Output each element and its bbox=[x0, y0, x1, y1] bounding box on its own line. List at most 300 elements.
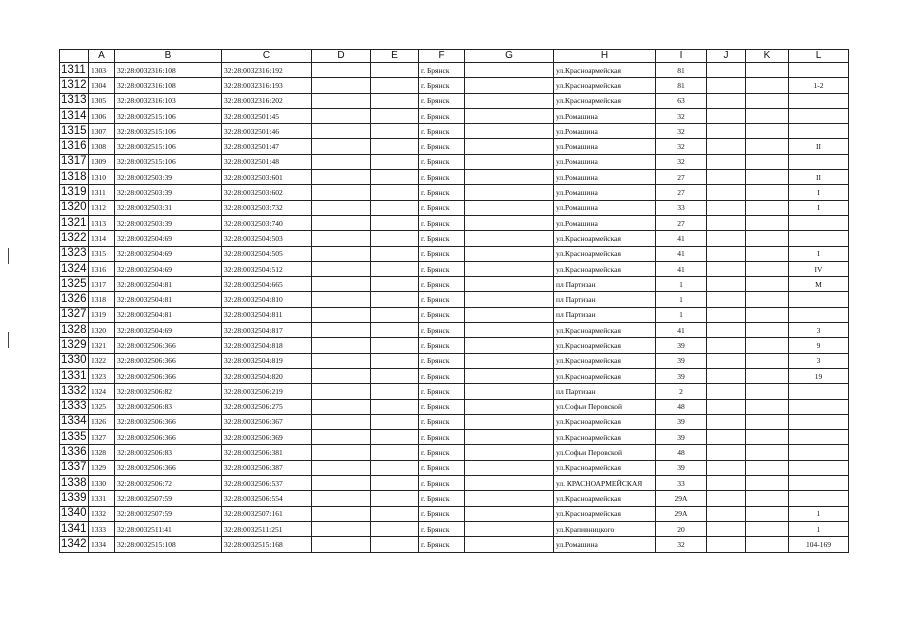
cell-l[interactable] bbox=[789, 384, 849, 399]
cell-a[interactable]: 1304 bbox=[89, 78, 115, 93]
cell-g[interactable] bbox=[465, 353, 554, 368]
cell-b[interactable]: 32:28:0032316:108 bbox=[115, 63, 222, 78]
cell-f[interactable]: г. Брянск bbox=[419, 170, 465, 185]
cell-h[interactable]: ул.Красноармейская bbox=[554, 261, 656, 276]
cell-d[interactable] bbox=[312, 246, 371, 261]
cell-b[interactable]: 32:28:0032503:39 bbox=[115, 185, 222, 200]
cell-a[interactable]: 1319 bbox=[89, 307, 115, 322]
cell-b[interactable]: 32:28:0032506:83 bbox=[115, 399, 222, 414]
column-header-h[interactable]: H bbox=[554, 50, 656, 63]
cell-b[interactable]: 32:28:0032515:106 bbox=[115, 108, 222, 123]
cell-j[interactable] bbox=[707, 307, 746, 322]
cell-d[interactable] bbox=[312, 261, 371, 276]
cell-i[interactable]: 27 bbox=[656, 170, 707, 185]
cell-i[interactable]: 63 bbox=[656, 93, 707, 108]
cell-i[interactable]: 41 bbox=[656, 261, 707, 276]
cell-j[interactable] bbox=[707, 323, 746, 338]
cell-h[interactable]: ул.Красноармейская bbox=[554, 63, 656, 78]
cell-e[interactable] bbox=[371, 261, 419, 276]
row-number[interactable]: 1311 bbox=[60, 63, 89, 78]
cell-g[interactable] bbox=[465, 261, 554, 276]
row-number[interactable]: 1340 bbox=[60, 506, 89, 521]
cell-e[interactable] bbox=[371, 215, 419, 230]
cell-f[interactable]: г. Брянск bbox=[419, 506, 465, 521]
row-number[interactable]: 1323 bbox=[60, 246, 89, 261]
cell-c[interactable]: 32:28:0032506:367 bbox=[222, 414, 312, 429]
cell-a[interactable]: 1312 bbox=[89, 200, 115, 215]
cell-k[interactable] bbox=[746, 277, 789, 292]
cell-j[interactable] bbox=[707, 368, 746, 383]
cell-d[interactable] bbox=[312, 353, 371, 368]
cell-g[interactable] bbox=[465, 200, 554, 215]
cell-f[interactable]: г. Брянск bbox=[419, 414, 465, 429]
row-number[interactable]: 1336 bbox=[60, 445, 89, 460]
cell-l[interactable] bbox=[789, 307, 849, 322]
cell-k[interactable] bbox=[746, 124, 789, 139]
cell-h[interactable]: пл Партизан bbox=[554, 277, 656, 292]
cell-g[interactable] bbox=[465, 170, 554, 185]
cell-d[interactable] bbox=[312, 170, 371, 185]
cell-f[interactable]: г. Брянск bbox=[419, 154, 465, 169]
cell-f[interactable]: г. Брянск bbox=[419, 537, 465, 552]
cell-h[interactable]: ул.Ромашина bbox=[554, 154, 656, 169]
cell-k[interactable] bbox=[746, 399, 789, 414]
cell-f[interactable]: г. Брянск bbox=[419, 384, 465, 399]
cell-a[interactable]: 1313 bbox=[89, 215, 115, 230]
column-header-corner[interactable] bbox=[60, 50, 89, 63]
cell-g[interactable] bbox=[465, 307, 554, 322]
cell-j[interactable] bbox=[707, 460, 746, 475]
cell-b[interactable]: 32:28:0032515:106 bbox=[115, 124, 222, 139]
cell-a[interactable]: 1315 bbox=[89, 246, 115, 261]
row-number[interactable]: 1316 bbox=[60, 139, 89, 154]
cell-d[interactable] bbox=[312, 384, 371, 399]
cell-k[interactable] bbox=[746, 506, 789, 521]
cell-g[interactable] bbox=[465, 521, 554, 536]
column-header-c[interactable]: C bbox=[222, 50, 312, 63]
cell-j[interactable] bbox=[707, 78, 746, 93]
cell-f[interactable]: г. Брянск bbox=[419, 200, 465, 215]
cell-i[interactable]: 32 bbox=[656, 124, 707, 139]
cell-e[interactable] bbox=[371, 521, 419, 536]
cell-b[interactable]: 32:28:0032504:81 bbox=[115, 277, 222, 292]
cell-c[interactable]: 32:28:0032503:602 bbox=[222, 185, 312, 200]
cell-c[interactable]: 32:28:0032316:202 bbox=[222, 93, 312, 108]
cell-f[interactable]: г. Брянск bbox=[419, 491, 465, 506]
cell-h[interactable]: ул.Красноармейская bbox=[554, 231, 656, 246]
cell-j[interactable] bbox=[707, 445, 746, 460]
cell-b[interactable]: 32:28:0032504:69 bbox=[115, 231, 222, 246]
cell-e[interactable] bbox=[371, 323, 419, 338]
cell-j[interactable] bbox=[707, 491, 746, 506]
cell-a[interactable]: 1332 bbox=[89, 506, 115, 521]
cell-j[interactable] bbox=[707, 200, 746, 215]
cell-f[interactable]: г. Брянск bbox=[419, 445, 465, 460]
cell-i[interactable]: 20 bbox=[656, 521, 707, 536]
cell-c[interactable]: 32:28:0032501:45 bbox=[222, 108, 312, 123]
column-header-a[interactable]: A bbox=[89, 50, 115, 63]
cell-i[interactable]: 41 bbox=[656, 231, 707, 246]
column-header-e[interactable]: E bbox=[371, 50, 419, 63]
cell-c[interactable]: 32:28:0032503:601 bbox=[222, 170, 312, 185]
cell-k[interactable] bbox=[746, 476, 789, 491]
cell-e[interactable] bbox=[371, 430, 419, 445]
cell-e[interactable] bbox=[371, 537, 419, 552]
cell-a[interactable]: 1305 bbox=[89, 93, 115, 108]
cell-a[interactable]: 1308 bbox=[89, 139, 115, 154]
cell-k[interactable] bbox=[746, 414, 789, 429]
cell-l[interactable] bbox=[789, 292, 849, 307]
cell-f[interactable]: г. Брянск bbox=[419, 338, 465, 353]
cell-f[interactable]: г. Брянск bbox=[419, 277, 465, 292]
cell-i[interactable]: 39 bbox=[656, 414, 707, 429]
cell-e[interactable] bbox=[371, 445, 419, 460]
column-header-f[interactable]: F bbox=[419, 50, 465, 63]
cell-e[interactable] bbox=[371, 78, 419, 93]
cell-h[interactable]: пл Партизан bbox=[554, 307, 656, 322]
cell-j[interactable] bbox=[707, 215, 746, 230]
cell-l[interactable] bbox=[789, 414, 849, 429]
cell-j[interactable] bbox=[707, 430, 746, 445]
cell-l[interactable]: I bbox=[789, 246, 849, 261]
cell-a[interactable]: 1317 bbox=[89, 277, 115, 292]
cell-d[interactable] bbox=[312, 63, 371, 78]
cell-d[interactable] bbox=[312, 93, 371, 108]
cell-g[interactable] bbox=[465, 139, 554, 154]
cell-h[interactable]: ул.Ромашина bbox=[554, 215, 656, 230]
cell-h[interactable]: ул.Красноармейская bbox=[554, 323, 656, 338]
cell-j[interactable] bbox=[707, 231, 746, 246]
cell-k[interactable] bbox=[746, 200, 789, 215]
cell-e[interactable] bbox=[371, 506, 419, 521]
cell-k[interactable] bbox=[746, 323, 789, 338]
cell-c[interactable]: 32:28:0032507:161 bbox=[222, 506, 312, 521]
cell-a[interactable]: 1329 bbox=[89, 460, 115, 475]
cell-b[interactable]: 32:28:0032506:366 bbox=[115, 353, 222, 368]
cell-b[interactable]: 32:28:0032506:83 bbox=[115, 445, 222, 460]
cell-l[interactable] bbox=[789, 491, 849, 506]
cell-f[interactable]: г. Брянск bbox=[419, 93, 465, 108]
cell-k[interactable] bbox=[746, 261, 789, 276]
cell-l[interactable]: M bbox=[789, 277, 849, 292]
cell-h[interactable]: ул.Красноармейская bbox=[554, 353, 656, 368]
cell-g[interactable] bbox=[465, 445, 554, 460]
cell-l[interactable]: 1 bbox=[789, 521, 849, 536]
cell-h[interactable]: ул.Красноармейская bbox=[554, 368, 656, 383]
cell-f[interactable]: г. Брянск bbox=[419, 246, 465, 261]
row-number[interactable]: 1320 bbox=[60, 200, 89, 215]
cell-e[interactable] bbox=[371, 414, 419, 429]
cell-b[interactable]: 32:28:0032504:81 bbox=[115, 307, 222, 322]
cell-f[interactable]: г. Брянск bbox=[419, 307, 465, 322]
cell-d[interactable] bbox=[312, 338, 371, 353]
cell-d[interactable] bbox=[312, 460, 371, 475]
cell-i[interactable]: 32 bbox=[656, 108, 707, 123]
cell-g[interactable] bbox=[465, 460, 554, 475]
cell-e[interactable] bbox=[371, 277, 419, 292]
cell-c[interactable]: 32:28:0032504:811 bbox=[222, 307, 312, 322]
cell-f[interactable]: г. Брянск bbox=[419, 292, 465, 307]
cell-j[interactable] bbox=[707, 521, 746, 536]
cell-c[interactable]: 32:28:0032501:46 bbox=[222, 124, 312, 139]
row-number[interactable]: 1322 bbox=[60, 231, 89, 246]
cell-g[interactable] bbox=[465, 430, 554, 445]
cell-l[interactable] bbox=[789, 215, 849, 230]
cell-l[interactable]: 3 bbox=[789, 323, 849, 338]
cell-i[interactable]: 32 bbox=[656, 154, 707, 169]
cell-k[interactable] bbox=[746, 460, 789, 475]
row-number[interactable]: 1324 bbox=[60, 261, 89, 276]
cell-k[interactable] bbox=[746, 430, 789, 445]
cell-j[interactable] bbox=[707, 353, 746, 368]
cell-d[interactable] bbox=[312, 154, 371, 169]
cell-b[interactable]: 32:28:0032316:103 bbox=[115, 93, 222, 108]
cell-c[interactable]: 32:28:0032504:665 bbox=[222, 277, 312, 292]
cell-i[interactable]: 33 bbox=[656, 476, 707, 491]
cell-k[interactable] bbox=[746, 353, 789, 368]
cell-f[interactable]: г. Брянск bbox=[419, 430, 465, 445]
cell-f[interactable]: г. Брянск bbox=[419, 108, 465, 123]
cell-e[interactable] bbox=[371, 154, 419, 169]
cell-i[interactable]: 27 bbox=[656, 215, 707, 230]
cell-i[interactable]: 32 bbox=[656, 139, 707, 154]
cell-j[interactable] bbox=[707, 246, 746, 261]
cell-a[interactable]: 1330 bbox=[89, 476, 115, 491]
cell-h[interactable]: ул.Крапивницкого bbox=[554, 521, 656, 536]
cell-c[interactable]: 32:28:0032316:193 bbox=[222, 78, 312, 93]
cell-i[interactable]: 48 bbox=[656, 445, 707, 460]
cell-d[interactable] bbox=[312, 430, 371, 445]
cell-c[interactable]: 32:28:0032506:219 bbox=[222, 384, 312, 399]
column-header-i[interactable]: I bbox=[656, 50, 707, 63]
row-number[interactable]: 1330 bbox=[60, 353, 89, 368]
row-number[interactable]: 1318 bbox=[60, 170, 89, 185]
cell-h[interactable]: ул.Ромашина bbox=[554, 108, 656, 123]
cell-c[interactable]: 32:28:0032504:810 bbox=[222, 292, 312, 307]
cell-k[interactable] bbox=[746, 78, 789, 93]
cell-j[interactable] bbox=[707, 399, 746, 414]
cell-a[interactable]: 1323 bbox=[89, 368, 115, 383]
cell-e[interactable] bbox=[371, 93, 419, 108]
cell-a[interactable]: 1322 bbox=[89, 353, 115, 368]
cell-i[interactable]: 81 bbox=[656, 78, 707, 93]
cell-i[interactable]: 39 bbox=[656, 460, 707, 475]
cell-d[interactable] bbox=[312, 506, 371, 521]
cell-i[interactable]: 39 bbox=[656, 368, 707, 383]
cell-f[interactable]: г. Брянск bbox=[419, 476, 465, 491]
cell-k[interactable] bbox=[746, 491, 789, 506]
cell-b[interactable]: 32:28:0032503:31 bbox=[115, 200, 222, 215]
cell-i[interactable]: 29А bbox=[656, 506, 707, 521]
cell-c[interactable]: 32:28:0032504:505 bbox=[222, 246, 312, 261]
cell-c[interactable]: 32:28:0032506:381 bbox=[222, 445, 312, 460]
cell-g[interactable] bbox=[465, 506, 554, 521]
cell-a[interactable]: 1327 bbox=[89, 430, 115, 445]
cell-l[interactable]: I bbox=[789, 200, 849, 215]
row-number[interactable]: 1341 bbox=[60, 521, 89, 536]
cell-g[interactable] bbox=[465, 246, 554, 261]
cell-k[interactable] bbox=[746, 93, 789, 108]
cell-h[interactable]: ул. КРАСНОАРМЕЙСКАЯ bbox=[554, 476, 656, 491]
cell-d[interactable] bbox=[312, 399, 371, 414]
cell-l[interactable] bbox=[789, 231, 849, 246]
cell-c[interactable]: 32:28:0032504:817 bbox=[222, 323, 312, 338]
cell-d[interactable] bbox=[312, 307, 371, 322]
cell-d[interactable] bbox=[312, 215, 371, 230]
row-number[interactable]: 1338 bbox=[60, 476, 89, 491]
cell-j[interactable] bbox=[707, 537, 746, 552]
cell-d[interactable] bbox=[312, 537, 371, 552]
cell-f[interactable]: г. Брянск bbox=[419, 215, 465, 230]
column-header-l[interactable]: L bbox=[789, 50, 849, 63]
cell-l[interactable] bbox=[789, 476, 849, 491]
cell-g[interactable] bbox=[465, 78, 554, 93]
cell-e[interactable] bbox=[371, 200, 419, 215]
cell-f[interactable]: г. Брянск bbox=[419, 124, 465, 139]
cell-l[interactable]: 9 bbox=[789, 338, 849, 353]
cell-d[interactable] bbox=[312, 124, 371, 139]
row-number[interactable]: 1334 bbox=[60, 414, 89, 429]
cell-a[interactable]: 1314 bbox=[89, 231, 115, 246]
row-number[interactable]: 1312 bbox=[60, 78, 89, 93]
cell-f[interactable]: г. Брянск bbox=[419, 139, 465, 154]
cell-h[interactable]: ул.Софьи Перовской bbox=[554, 399, 656, 414]
cell-c[interactable]: 32:28:0032503:740 bbox=[222, 215, 312, 230]
cell-g[interactable] bbox=[465, 277, 554, 292]
cell-e[interactable] bbox=[371, 460, 419, 475]
cell-k[interactable] bbox=[746, 139, 789, 154]
cell-h[interactable]: ул.Ромашина bbox=[554, 185, 656, 200]
cell-g[interactable] bbox=[465, 414, 554, 429]
cell-j[interactable] bbox=[707, 139, 746, 154]
cell-h[interactable]: ул.Красноармейская bbox=[554, 460, 656, 475]
row-number[interactable]: 1314 bbox=[60, 108, 89, 123]
row-number[interactable]: 1319 bbox=[60, 185, 89, 200]
cell-h[interactable]: ул.Красноармейская bbox=[554, 430, 656, 445]
cell-b[interactable]: 32:28:0032506:366 bbox=[115, 338, 222, 353]
cell-a[interactable]: 1326 bbox=[89, 414, 115, 429]
cell-k[interactable] bbox=[746, 170, 789, 185]
cell-a[interactable]: 1307 bbox=[89, 124, 115, 139]
cell-l[interactable]: II bbox=[789, 139, 849, 154]
cell-i[interactable]: 32 bbox=[656, 537, 707, 552]
cell-e[interactable] bbox=[371, 63, 419, 78]
cell-h[interactable]: ул.Красноармейская bbox=[554, 506, 656, 521]
cell-h[interactable]: пл Партизан bbox=[554, 384, 656, 399]
cell-f[interactable]: г. Брянск bbox=[419, 399, 465, 414]
cell-k[interactable] bbox=[746, 215, 789, 230]
cell-l[interactable] bbox=[789, 430, 849, 445]
cell-j[interactable] bbox=[707, 414, 746, 429]
cell-b[interactable]: 32:28:0032506:72 bbox=[115, 476, 222, 491]
cell-d[interactable] bbox=[312, 292, 371, 307]
cell-b[interactable]: 32:28:0032515:106 bbox=[115, 154, 222, 169]
cell-b[interactable]: 32:28:0032506:82 bbox=[115, 384, 222, 399]
cell-i[interactable]: 41 bbox=[656, 323, 707, 338]
cell-a[interactable]: 1303 bbox=[89, 63, 115, 78]
cell-h[interactable]: ул.Ромашина bbox=[554, 537, 656, 552]
row-number[interactable]: 1332 bbox=[60, 384, 89, 399]
cell-j[interactable] bbox=[707, 506, 746, 521]
cell-c[interactable]: 32:28:0032504:512 bbox=[222, 261, 312, 276]
cell-d[interactable] bbox=[312, 491, 371, 506]
cell-a[interactable]: 1321 bbox=[89, 338, 115, 353]
cell-a[interactable]: 1328 bbox=[89, 445, 115, 460]
cell-f[interactable]: г. Брянск bbox=[419, 231, 465, 246]
row-number[interactable]: 1327 bbox=[60, 307, 89, 322]
cell-j[interactable] bbox=[707, 185, 746, 200]
cell-h[interactable]: ул.Красноармейская bbox=[554, 93, 656, 108]
cell-a[interactable]: 1325 bbox=[89, 399, 115, 414]
cell-f[interactable]: г. Брянск bbox=[419, 353, 465, 368]
column-header-d[interactable]: D bbox=[312, 50, 371, 63]
cell-k[interactable] bbox=[746, 185, 789, 200]
cell-c[interactable]: 32:28:0032501:48 bbox=[222, 154, 312, 169]
cell-f[interactable]: г. Брянск bbox=[419, 185, 465, 200]
cell-c[interactable]: 32:28:0032504:819 bbox=[222, 353, 312, 368]
row-number[interactable]: 1326 bbox=[60, 292, 89, 307]
cell-a[interactable]: 1318 bbox=[89, 292, 115, 307]
cell-e[interactable] bbox=[371, 399, 419, 414]
column-header-g[interactable]: G bbox=[465, 50, 554, 63]
cell-k[interactable] bbox=[746, 246, 789, 261]
cell-l[interactable] bbox=[789, 460, 849, 475]
cell-e[interactable] bbox=[371, 353, 419, 368]
cell-d[interactable] bbox=[312, 200, 371, 215]
cell-b[interactable]: 32:28:0032506:366 bbox=[115, 368, 222, 383]
row-number[interactable]: 1317 bbox=[60, 154, 89, 169]
cell-g[interactable] bbox=[465, 384, 554, 399]
cell-h[interactable]: ул.Софьи Перовской bbox=[554, 445, 656, 460]
cell-d[interactable] bbox=[312, 476, 371, 491]
cell-c[interactable]: 32:28:0032506:275 bbox=[222, 399, 312, 414]
cell-j[interactable] bbox=[707, 108, 746, 123]
cell-d[interactable] bbox=[312, 108, 371, 123]
cell-d[interactable] bbox=[312, 368, 371, 383]
cell-h[interactable]: ул.Красноармейская bbox=[554, 78, 656, 93]
cell-h[interactable]: ул.Красноармейская bbox=[554, 246, 656, 261]
row-number[interactable]: 1335 bbox=[60, 430, 89, 445]
cell-l[interactable]: 104-169 bbox=[789, 537, 849, 552]
cell-i[interactable]: 27 bbox=[656, 185, 707, 200]
cell-a[interactable]: 1310 bbox=[89, 170, 115, 185]
cell-e[interactable] bbox=[371, 124, 419, 139]
cell-g[interactable] bbox=[465, 323, 554, 338]
column-header-k[interactable]: K bbox=[746, 50, 789, 63]
cell-e[interactable] bbox=[371, 338, 419, 353]
cell-c[interactable]: 32:28:0032506:369 bbox=[222, 430, 312, 445]
cell-e[interactable] bbox=[371, 246, 419, 261]
cell-b[interactable]: 32:28:0032515:106 bbox=[115, 139, 222, 154]
cell-b[interactable]: 32:28:0032503:39 bbox=[115, 170, 222, 185]
cell-k[interactable] bbox=[746, 292, 789, 307]
cell-k[interactable] bbox=[746, 63, 789, 78]
cell-b[interactable]: 32:28:0032316:108 bbox=[115, 78, 222, 93]
cell-j[interactable] bbox=[707, 261, 746, 276]
cell-b[interactable]: 32:28:0032504:81 bbox=[115, 292, 222, 307]
cell-b[interactable]: 32:28:0032515:108 bbox=[115, 537, 222, 552]
cell-j[interactable] bbox=[707, 93, 746, 108]
cell-g[interactable] bbox=[465, 537, 554, 552]
cell-e[interactable] bbox=[371, 476, 419, 491]
cell-e[interactable] bbox=[371, 384, 419, 399]
cell-b[interactable]: 32:28:0032504:69 bbox=[115, 261, 222, 276]
cell-j[interactable] bbox=[707, 154, 746, 169]
cell-a[interactable]: 1311 bbox=[89, 185, 115, 200]
cell-i[interactable]: 41 bbox=[656, 246, 707, 261]
cell-f[interactable]: г. Брянск bbox=[419, 521, 465, 536]
cell-i[interactable]: 2 bbox=[656, 384, 707, 399]
